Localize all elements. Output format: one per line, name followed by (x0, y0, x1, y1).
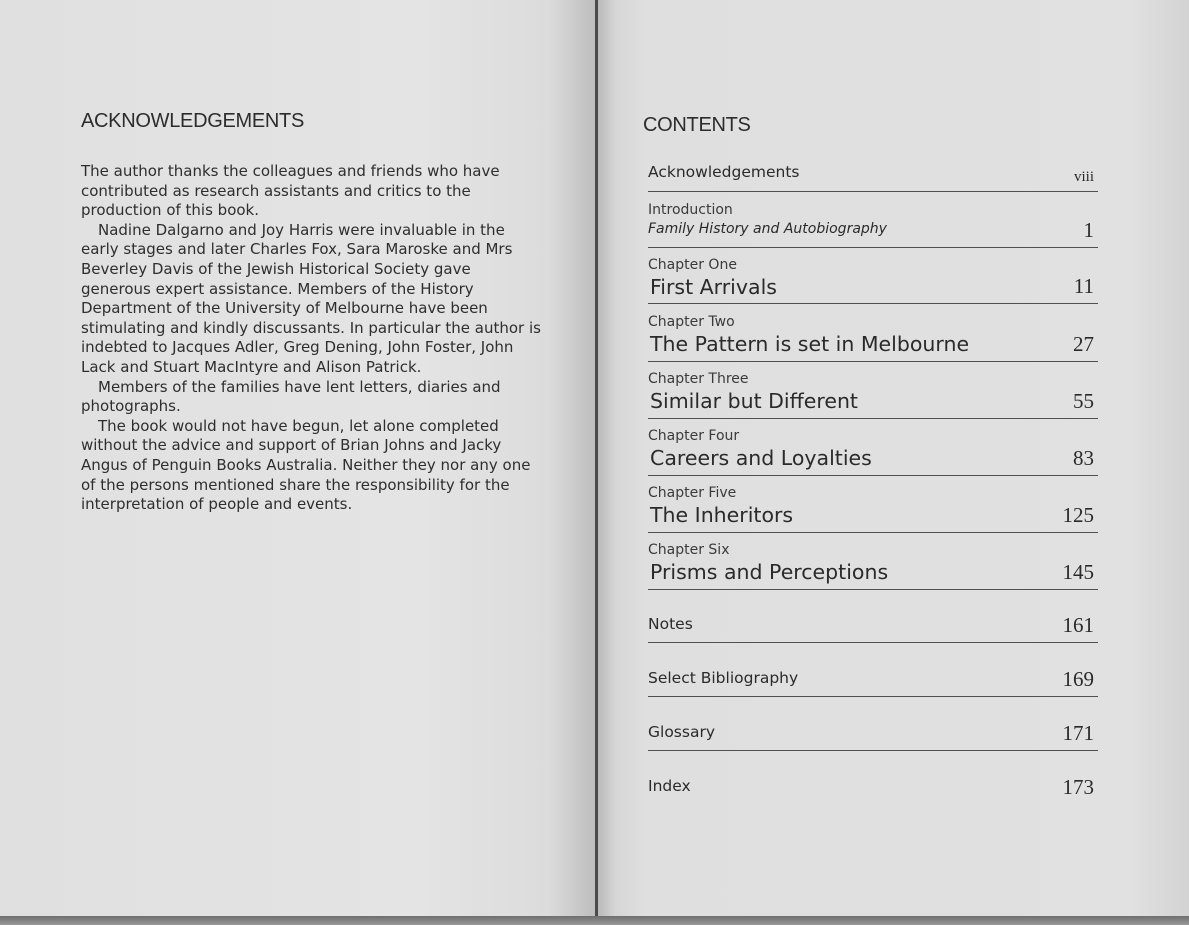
acknowledgements-body (81, 162, 543, 515)
toc-entry-title: Select Bibliography (648, 669, 799, 687)
toc-entry-title: Careers and Loyalties (650, 446, 872, 470)
toc-entry-kicker: Chapter Two (648, 314, 735, 330)
toc-entry-page: 27 (1073, 332, 1094, 356)
contents-heading: CONTENTS (643, 114, 751, 136)
acknowledgements-paragraph: The book would not have begun, let alone completed without the advice and support of Brian Johns and Jacky Angus of Penguin Books Australia. Neither they nor any one of the persons mentioned share the responsibility for the interpretation of people and events. (81, 416, 531, 514)
toc-entry-page: 55 (1073, 389, 1094, 413)
left-page (0, 0, 596, 918)
toc-entry-chapter-four (648, 427, 1098, 476)
toc-entry-chapter-five (648, 484, 1098, 533)
toc-entry-page: 83 (1073, 446, 1094, 470)
acknowledgements-heading: ACKNOWLEDGEMENTS (81, 110, 305, 132)
toc-entry-kicker: Chapter Six (648, 542, 730, 558)
toc-entry-notes (648, 614, 1098, 643)
toc-entry-title: First Arrivals (650, 275, 777, 299)
toc-entry-page: viii (1073, 169, 1094, 185)
toc-entry-title: Acknowledgements (648, 163, 800, 181)
toc-entry-kicker: Chapter Four (648, 428, 740, 444)
toc-entry-page: 161 (1062, 613, 1094, 637)
toc-entry-acknowledgements (648, 162, 1098, 192)
toc-entry-page: 145 (1062, 560, 1094, 584)
toc-entry-index (648, 776, 1098, 804)
toc-entry-chapter-three (648, 370, 1098, 419)
acknowledgements-paragraph: Nadine Dalgarno and Joy Harris were invaluable in the early stages and later Charles Fox, Sara Maroske and Mrs Beverley Davis of the Jewish Historical Society gave generous expert assistance. Members of the History Department of the University of Melbourne have been stimulating and kindly discussants. In particular the author is indebted to Jacques Adler, Greg Dening, John Foster, John Lack and Stuart MacIntyre and Alison Patrick. (81, 220, 541, 376)
toc-entry-select-bibliography (648, 668, 1098, 697)
toc-entry-title: Similar but Different (650, 389, 858, 413)
toc-entry-page: 171 (1062, 721, 1094, 745)
toc-entry-kicker: Chapter One (648, 257, 737, 273)
toc-entry-page: 173 (1062, 775, 1094, 799)
toc-entry-title: The Pattern is set in Melbourne (650, 332, 970, 356)
toc-entry-kicker: Chapter Three (648, 371, 749, 387)
toc-entry-title: Prisms and Perceptions (650, 560, 889, 584)
toc-entry-page: 1 (1083, 218, 1094, 242)
toc-entry-title: Index (648, 777, 691, 795)
acknowledgements-paragraph: The author thanks the colleagues and friends who have contributed as research assistants and critics to the production of this book. (81, 162, 500, 220)
acknowledgements-paragraph: Members of the families have lent letters, diaries and photographs. (81, 377, 501, 416)
page-bottom-edge (0, 916, 1189, 925)
toc-entry-title: Glossary (648, 723, 715, 741)
toc-entry-kicker: Chapter Five (648, 485, 737, 501)
toc-entry-introduction (648, 201, 1098, 248)
toc-entry-page: 125 (1062, 503, 1094, 527)
toc-entry-chapter-six (648, 541, 1098, 590)
toc-entry-kicker: Introduction (648, 202, 733, 218)
toc-entry-page: 11 (1073, 274, 1094, 298)
toc-entry-title: Notes (648, 615, 693, 633)
toc-entry-title: Family History and Autobiography (648, 221, 887, 237)
toc-entry-page: 169 (1062, 667, 1094, 691)
toc-entry-title: The Inheritors (650, 503, 794, 527)
toc-entry-chapter-two (648, 313, 1098, 362)
toc-entry-glossary (648, 722, 1098, 751)
toc-entry-chapter-one (648, 256, 1098, 304)
